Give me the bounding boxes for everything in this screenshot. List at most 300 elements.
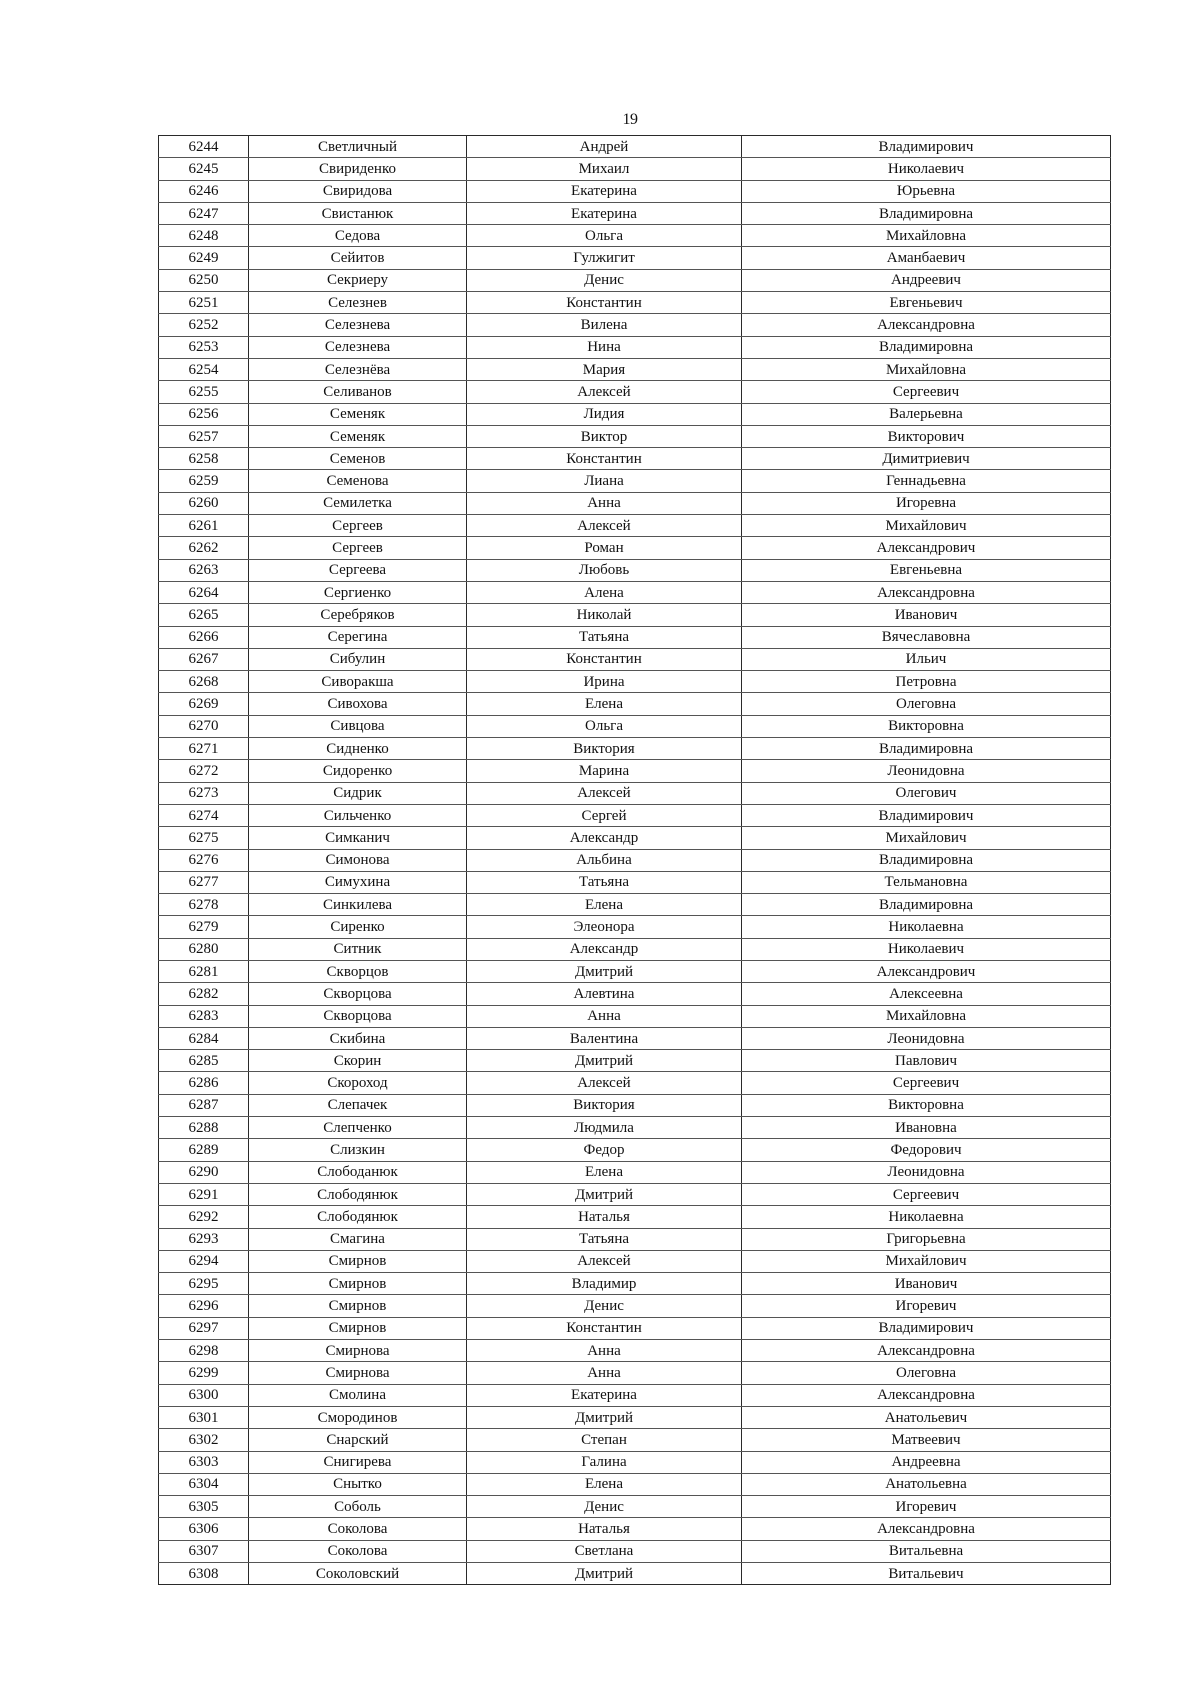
first-name-cell: Дмитрий [467,1050,742,1072]
last-name-cell: Сергиенко [249,581,467,603]
row-number-cell: 6277 [159,871,249,893]
page-number: 19 [622,111,638,128]
table-row [159,738,1111,760]
row-number-cell: 6256 [159,403,249,425]
last-name-cell: Селезнёва [249,358,467,380]
first-name-cell: Елена [467,693,742,715]
last-name-cell: Селезнев [249,292,467,314]
table-row [159,1206,1111,1228]
table-row [159,1362,1111,1384]
row-number-cell: 6284 [159,1027,249,1049]
row-number-cell: 6286 [159,1072,249,1094]
table-row [159,425,1111,447]
first-name-cell: Константин [467,1317,742,1339]
patronymic-cell: Евгеньевна [742,559,1111,581]
last-name-cell: Снигирева [249,1451,467,1473]
patronymic-cell: Анатольевич [742,1406,1111,1428]
table-row [159,938,1111,960]
last-name-cell: Свиридова [249,180,467,202]
last-name-cell: Сидненко [249,738,467,760]
row-number-cell: 6302 [159,1429,249,1451]
first-name-cell: Алексей [467,515,742,537]
patronymic-cell: Андреевна [742,1451,1111,1473]
last-name-cell: Синкилева [249,894,467,916]
table-row [159,894,1111,916]
last-name-cell: Смирнов [249,1295,467,1317]
patronymic-cell: Иванович [742,1273,1111,1295]
last-name-cell: Слободанюк [249,1161,467,1183]
last-name-cell: Семилетка [249,492,467,514]
roster-body [159,136,1111,1585]
last-name-cell: Слепченко [249,1117,467,1139]
first-name-cell: Светлана [467,1540,742,1562]
table-row [159,403,1111,425]
first-name-cell: Анна [467,492,742,514]
patronymic-cell: Александровна [742,1518,1111,1540]
patronymic-cell: Димитриевич [742,448,1111,470]
first-name-cell: Степан [467,1429,742,1451]
first-name-cell: Константин [467,448,742,470]
table-row [159,960,1111,982]
row-number-cell: 6247 [159,202,249,224]
last-name-cell: Скворцова [249,983,467,1005]
row-number-cell: 6266 [159,626,249,648]
last-name-cell: Смирнов [249,1273,467,1295]
table-row [159,827,1111,849]
table-row [159,1005,1111,1027]
table-row [159,314,1111,336]
first-name-cell: Ольга [467,225,742,247]
table-row [159,760,1111,782]
patronymic-cell: Александровна [742,1340,1111,1362]
table-row [159,492,1111,514]
row-number-cell: 6308 [159,1563,249,1585]
row-number-cell: 6272 [159,760,249,782]
row-number-cell: 6281 [159,960,249,982]
table-row [159,136,1111,158]
first-name-cell: Татьяна [467,1228,742,1250]
patronymic-cell: Игоревич [742,1496,1111,1518]
first-name-cell: Алена [467,581,742,603]
patronymic-cell: Михайлович [742,827,1111,849]
first-name-cell: Анна [467,1340,742,1362]
row-number-cell: 6278 [159,894,249,916]
patronymic-cell: Ивановна [742,1117,1111,1139]
first-name-cell: Людмила [467,1117,742,1139]
row-number-cell: 6280 [159,938,249,960]
table-row [159,269,1111,291]
table-row [159,1139,1111,1161]
table-row [159,1295,1111,1317]
row-number-cell: 6259 [159,470,249,492]
last-name-cell: Сейитов [249,247,467,269]
table-row [159,358,1111,380]
last-name-cell: Сивохова [249,693,467,715]
first-name-cell: Екатерина [467,1384,742,1406]
row-number-cell: 6260 [159,492,249,514]
first-name-cell: Андрей [467,136,742,158]
last-name-cell: Сергеева [249,559,467,581]
patronymic-cell: Анатольевна [742,1473,1111,1495]
table-row [159,515,1111,537]
row-number-cell: 6265 [159,604,249,626]
first-name-cell: Валентина [467,1027,742,1049]
first-name-cell: Михаил [467,158,742,180]
last-name-cell: Соколова [249,1518,467,1540]
table-row [159,983,1111,1005]
patronymic-cell: Александровна [742,314,1111,336]
last-name-cell: Слободянюк [249,1183,467,1205]
patronymic-cell: Владимировна [742,894,1111,916]
patronymic-cell: Александрович [742,537,1111,559]
table-row [159,1250,1111,1272]
table-row [159,1429,1111,1451]
patronymic-cell: Викторович [742,425,1111,447]
last-name-cell: Сивцова [249,715,467,737]
last-name-cell: Слободянюк [249,1206,467,1228]
table-row [159,604,1111,626]
table-row [159,225,1111,247]
first-name-cell: Татьяна [467,626,742,648]
table-row [159,1473,1111,1495]
patronymic-cell: Владимировна [742,336,1111,358]
patronymic-cell: Матвеевич [742,1429,1111,1451]
first-name-cell: Галина [467,1451,742,1473]
first-name-cell: Александр [467,938,742,960]
row-number-cell: 6285 [159,1050,249,1072]
last-name-cell: Свистанюк [249,202,467,224]
table-row [159,804,1111,826]
roster-table [158,135,1111,1585]
row-number-cell: 6263 [159,559,249,581]
table-row [159,1540,1111,1562]
last-name-cell: Селезнева [249,314,467,336]
row-number-cell: 6244 [159,136,249,158]
table-row [159,715,1111,737]
first-name-cell: Сергей [467,804,742,826]
last-name-cell: Симонова [249,849,467,871]
last-name-cell: Скворцов [249,960,467,982]
table-row [159,1072,1111,1094]
last-name-cell: Смагина [249,1228,467,1250]
table-row [159,849,1111,871]
patronymic-cell: Юрьевна [742,180,1111,202]
first-name-cell: Екатерина [467,202,742,224]
last-name-cell: Соколова [249,1540,467,1562]
first-name-cell: Виктор [467,425,742,447]
first-name-cell: Константин [467,292,742,314]
table-row [159,693,1111,715]
row-number-cell: 6279 [159,916,249,938]
table-row [159,559,1111,581]
row-number-cell: 6252 [159,314,249,336]
row-number-cell: 6254 [159,358,249,380]
first-name-cell: Татьяна [467,871,742,893]
first-name-cell: Любовь [467,559,742,581]
patronymic-cell: Владимирович [742,1317,1111,1339]
patronymic-cell: Николаевич [742,158,1111,180]
first-name-cell: Анна [467,1005,742,1027]
first-name-cell: Елена [467,1473,742,1495]
row-number-cell: 6291 [159,1183,249,1205]
first-name-cell: Дмитрий [467,960,742,982]
last-name-cell: Сидрик [249,782,467,804]
last-name-cell: Смородинов [249,1406,467,1428]
first-name-cell: Константин [467,648,742,670]
last-name-cell: Скороход [249,1072,467,1094]
row-number-cell: 6294 [159,1250,249,1272]
table-row [159,336,1111,358]
last-name-cell: Сиворакша [249,671,467,693]
last-name-cell: Смолина [249,1384,467,1406]
last-name-cell: Сильченко [249,804,467,826]
last-name-cell: Сиренко [249,916,467,938]
table-row [159,537,1111,559]
last-name-cell: Скорин [249,1050,467,1072]
first-name-cell: Ольга [467,715,742,737]
table-row [159,1496,1111,1518]
last-name-cell: Соболь [249,1496,467,1518]
last-name-cell: Симухина [249,871,467,893]
row-number-cell: 6258 [159,448,249,470]
table-row [159,1273,1111,1295]
patronymic-cell: Викторовна [742,1094,1111,1116]
patronymic-cell: Михайловна [742,1005,1111,1027]
patronymic-cell: Михайлович [742,1250,1111,1272]
patronymic-cell: Евгеньевич [742,292,1111,314]
patronymic-cell: Аманбаевич [742,247,1111,269]
last-name-cell: Сидоренко [249,760,467,782]
row-number-cell: 6248 [159,225,249,247]
table-row [159,1094,1111,1116]
last-name-cell: Семенова [249,470,467,492]
table-row [159,1050,1111,1072]
last-name-cell: Семеняк [249,425,467,447]
table-row [159,1451,1111,1473]
first-name-cell: Елена [467,1161,742,1183]
last-name-cell: Симканич [249,827,467,849]
row-number-cell: 6268 [159,671,249,693]
patronymic-cell: Михайловна [742,225,1111,247]
first-name-cell: Елена [467,894,742,916]
first-name-cell: Наталья [467,1518,742,1540]
first-name-cell: Виктория [467,1094,742,1116]
row-number-cell: 6264 [159,581,249,603]
last-name-cell: Слизкин [249,1139,467,1161]
last-name-cell: Снытко [249,1473,467,1495]
table-row [159,916,1111,938]
last-name-cell: Селиванов [249,381,467,403]
row-number-cell: 6304 [159,1473,249,1495]
row-number-cell: 6249 [159,247,249,269]
row-number-cell: 6261 [159,515,249,537]
table-row [159,158,1111,180]
first-name-cell: Дмитрий [467,1183,742,1205]
row-number-cell: 6273 [159,782,249,804]
table-row [159,1183,1111,1205]
first-name-cell: Федор [467,1139,742,1161]
last-name-cell: Сергеев [249,537,467,559]
row-number-cell: 6296 [159,1295,249,1317]
patronymic-cell: Григорьевна [742,1228,1111,1250]
table-row [159,1161,1111,1183]
row-number-cell: 6307 [159,1540,249,1562]
row-number-cell: 6300 [159,1384,249,1406]
last-name-cell: Свириденко [249,158,467,180]
last-name-cell: Селезнева [249,336,467,358]
first-name-cell: Наталья [467,1206,742,1228]
patronymic-cell: Олегович [742,782,1111,804]
table-row [159,782,1111,804]
patronymic-cell: Михайлович [742,515,1111,537]
table-row [159,292,1111,314]
patronymic-cell: Сергеевич [742,1183,1111,1205]
first-name-cell: Элеонора [467,916,742,938]
patronymic-cell: Федорович [742,1139,1111,1161]
row-number-cell: 6245 [159,158,249,180]
first-name-cell: Дмитрий [467,1563,742,1585]
patronymic-cell: Павлович [742,1050,1111,1072]
first-name-cell: Гулжигит [467,247,742,269]
row-number-cell: 6276 [159,849,249,871]
last-name-cell: Снарский [249,1429,467,1451]
table-row [159,1317,1111,1339]
patronymic-cell: Ильич [742,648,1111,670]
first-name-cell: Алексей [467,782,742,804]
row-number-cell: 6270 [159,715,249,737]
row-number-cell: 6303 [159,1451,249,1473]
patronymic-cell: Вячеславовна [742,626,1111,648]
first-name-cell: Денис [467,1496,742,1518]
table-row [159,581,1111,603]
first-name-cell: Лидия [467,403,742,425]
first-name-cell: Вилена [467,314,742,336]
patronymic-cell: Владимировна [742,738,1111,760]
table-row [159,671,1111,693]
last-name-cell: Семенов [249,448,467,470]
row-number-cell: 6287 [159,1094,249,1116]
first-name-cell: Алевтина [467,983,742,1005]
table-row [159,1117,1111,1139]
row-number-cell: 6255 [159,381,249,403]
patronymic-cell: Викторовна [742,715,1111,737]
patronymic-cell: Витальевна [742,1540,1111,1562]
row-number-cell: 6292 [159,1206,249,1228]
first-name-cell: Алексей [467,381,742,403]
patronymic-cell: Сергеевич [742,1072,1111,1094]
row-number-cell: 6298 [159,1340,249,1362]
patronymic-cell: Иванович [742,604,1111,626]
row-number-cell: 6293 [159,1228,249,1250]
table-row [159,180,1111,202]
first-name-cell: Альбина [467,849,742,871]
table-row [159,648,1111,670]
last-name-cell: Скибина [249,1027,467,1049]
last-name-cell: Светличный [249,136,467,158]
row-number-cell: 6297 [159,1317,249,1339]
last-name-cell: Смирнов [249,1250,467,1272]
row-number-cell: 6246 [159,180,249,202]
patronymic-cell: Валерьевна [742,403,1111,425]
patronymic-cell: Александрович [742,960,1111,982]
row-number-cell: 6282 [159,983,249,1005]
row-number-cell: 6253 [159,336,249,358]
last-name-cell: Смирнов [249,1317,467,1339]
last-name-cell: Секриеру [249,269,467,291]
patronymic-cell: Николаевна [742,1206,1111,1228]
patronymic-cell: Леонидовна [742,760,1111,782]
row-number-cell: 6290 [159,1161,249,1183]
patronymic-cell: Сергеевич [742,381,1111,403]
first-name-cell: Мария [467,358,742,380]
row-number-cell: 6271 [159,738,249,760]
row-number-cell: 6269 [159,693,249,715]
table-row [159,247,1111,269]
table-row [159,1228,1111,1250]
table-row [159,871,1111,893]
patronymic-cell: Владимирович [742,136,1111,158]
last-name-cell: Серебряков [249,604,467,626]
patronymic-cell: Александровна [742,581,1111,603]
row-number-cell: 6289 [159,1139,249,1161]
first-name-cell: Марина [467,760,742,782]
first-name-cell: Дмитрий [467,1406,742,1428]
patronymic-cell: Николаевна [742,916,1111,938]
last-name-cell: Серегина [249,626,467,648]
first-name-cell: Денис [467,269,742,291]
table-row [159,1406,1111,1428]
first-name-cell: Александр [467,827,742,849]
table-row [159,202,1111,224]
last-name-cell: Слепачек [249,1094,467,1116]
row-number-cell: 6306 [159,1518,249,1540]
table-row [159,1563,1111,1585]
first-name-cell: Алексей [467,1250,742,1272]
last-name-cell: Сергеев [249,515,467,537]
first-name-cell: Екатерина [467,180,742,202]
table-row [159,381,1111,403]
last-name-cell: Скворцова [249,1005,467,1027]
last-name-cell: Смирнова [249,1340,467,1362]
row-number-cell: 6295 [159,1273,249,1295]
patronymic-cell: Олеговна [742,1362,1111,1384]
first-name-cell: Алексей [467,1072,742,1094]
first-name-cell: Николай [467,604,742,626]
first-name-cell: Анна [467,1362,742,1384]
row-number-cell: 6274 [159,804,249,826]
row-number-cell: 6288 [159,1117,249,1139]
table-row [159,448,1111,470]
first-name-cell: Владимир [467,1273,742,1295]
last-name-cell: Соколовский [249,1563,467,1585]
table-row [159,626,1111,648]
patronymic-cell: Михайловна [742,358,1111,380]
row-number-cell: 6301 [159,1406,249,1428]
first-name-cell: Нина [467,336,742,358]
first-name-cell: Денис [467,1295,742,1317]
last-name-cell: Сибулин [249,648,467,670]
last-name-cell: Ситник [249,938,467,960]
table-row [159,1340,1111,1362]
row-number-cell: 6257 [159,425,249,447]
patronymic-cell: Геннадьевна [742,470,1111,492]
patronymic-cell: Алексеевна [742,983,1111,1005]
patronymic-cell: Леонидовна [742,1027,1111,1049]
table-row [159,1384,1111,1406]
last-name-cell: Седова [249,225,467,247]
first-name-cell: Виктория [467,738,742,760]
row-number-cell: 6250 [159,269,249,291]
